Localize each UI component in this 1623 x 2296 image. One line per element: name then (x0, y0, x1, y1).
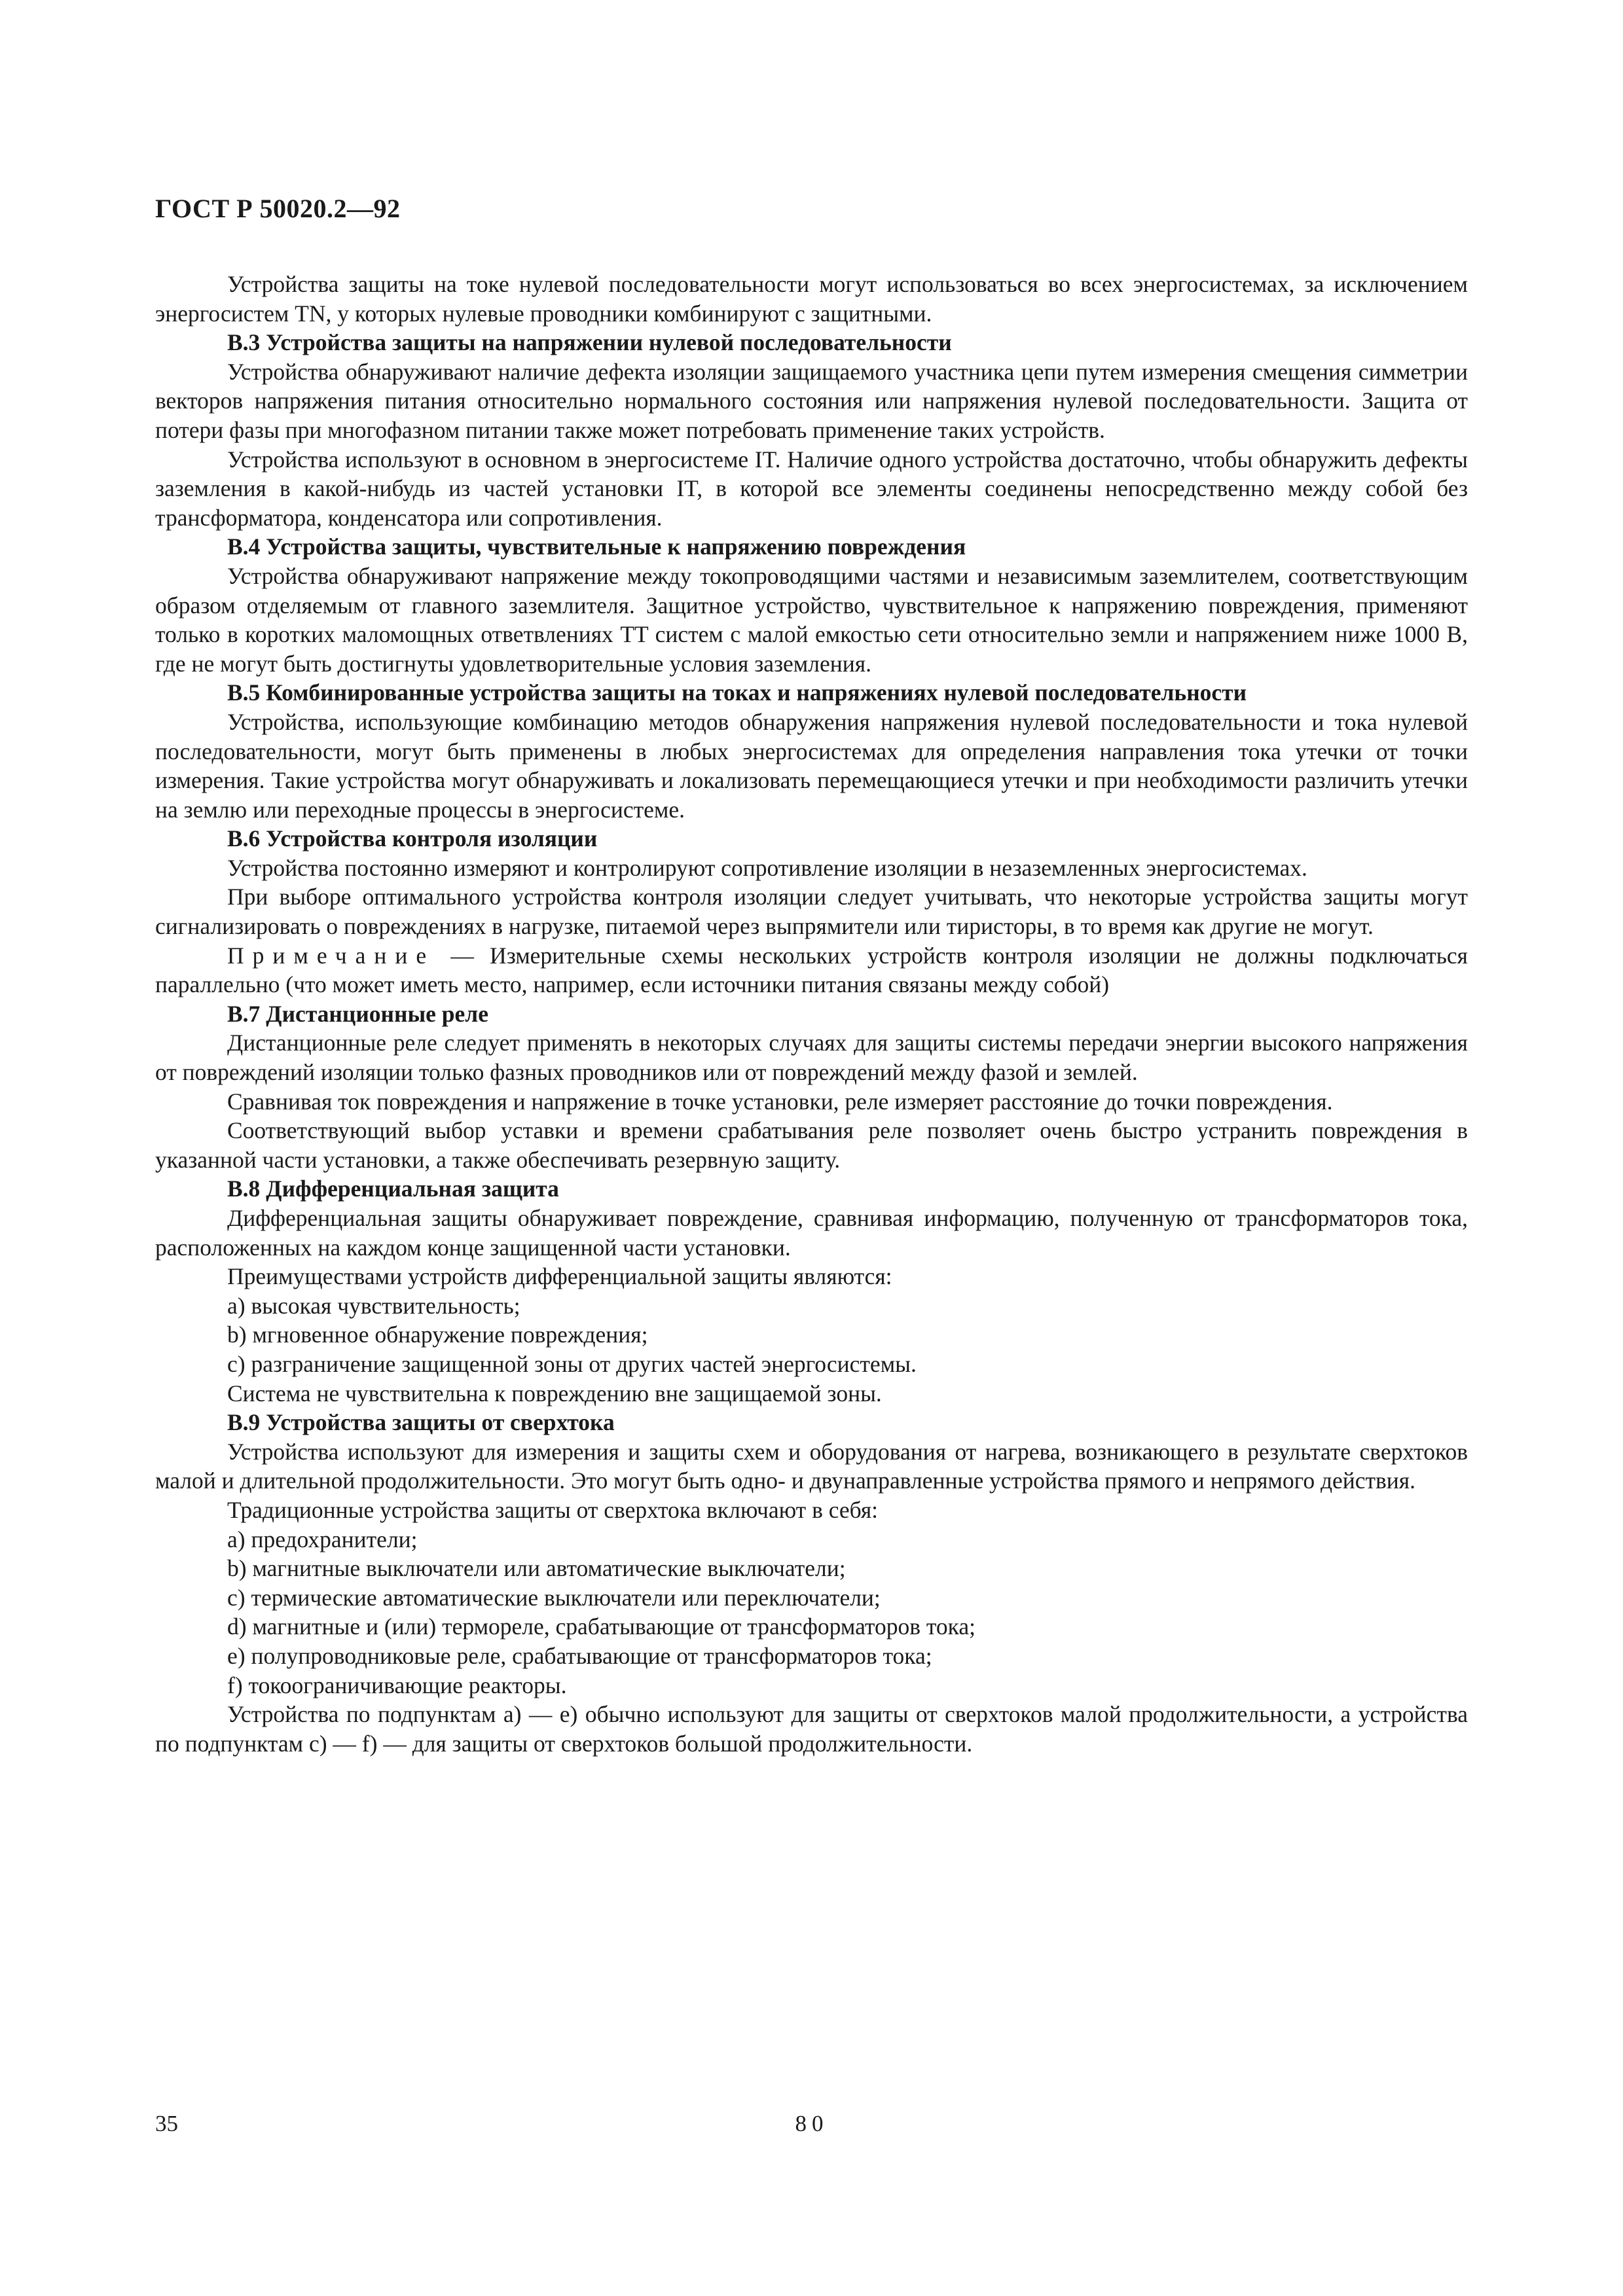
paragraph: Устройства по подпунктам а) — е) обычно используют для защиты от сверхтоков малой продолжительности, а устройства по подпунктам с) — f) — для защиты от сверхтоков большой продолжительности. (155, 1701, 1468, 1757)
paragraph: Система не чувствительна к повреждению вне защищаемой зоны. (227, 1380, 882, 1407)
section-heading-b9: В.9 Устройства защиты от сверхтока (227, 1409, 615, 1436)
paragraph: Устройства, использующие комбинацию методов обнаружения напряжения нулевой последовательности и тока нулевой последовательности, могут быть применены в любых энергосистемах для определения направления тока утечки от точки измерения. Такие устройства могут обнаруживать и локализовать перемещающиеся утечки и при необходимости различить утечки на землю или переходные процессы в энергосистеме. (155, 708, 1468, 823)
paragraph: Устройства используют в основном в энергосистеме IT. Наличие одного устройства достаточно, чтобы обнаружить дефекты заземления в какой-нибудь из частей установки IT, в которой все элементы соединены непосредственно между собой без трансформатора, конденсатора или сопротивления. (155, 446, 1468, 531)
list-item: b) магнитные выключатели или автоматические выключатели; (227, 1555, 846, 1582)
paragraph: Устройства постоянно измеряют и контролируют сопротивление изоляции в незаземленных энергосистемах. (227, 854, 1307, 881)
section-heading-b8: В.8 Дифференциальная защита (227, 1175, 559, 1202)
list-item: f) токоограничивающие реакторы. (227, 1672, 567, 1698)
paragraph: Устройства обнаруживают напряжение между токопроводящими частями и независимым заземлителем, соответствующим образом отделяемым от главного заземлителя. Защитное устройство, чувствительное к напряжению повреждения, применяют только в коротких маломощных ответвлениях TT систем с малой емкостью сети относительно земли и напряжением ниже 1000 В, где не могут быть достигнуты удовлетворительные условия заземления. (155, 562, 1468, 677)
paragraph: Устройства защиты на токе нулевой последовательности могут использоваться во всех энергосистемах, за исключением энергосистем TN, у которых нулевые проводники комбинируют с защитными. (155, 271, 1468, 327)
note-paragraph (155, 941, 1468, 999)
note-label: Примечание (227, 942, 435, 969)
paragraph: Соответствующий выбор уставки и времени срабатывания реле позволяет очень быстро устранить повреждения в указанной части установки, а также обеспечивать резервную защиту. (155, 1117, 1468, 1173)
document-body (155, 270, 1468, 1758)
paragraph: Преимуществами устройств дифференциальной защиты являются: (227, 1263, 892, 1290)
list-item: а) предохранители; (227, 1526, 418, 1552)
list-item: с) термические автоматические выключатели или переключатели; (227, 1584, 881, 1611)
document-header: ГОСТ Р 50020.2—92 (155, 194, 401, 223)
section-heading-b4: В.4 Устройства защиты, чувствительные к напряжению повреждения (227, 533, 966, 560)
list-item: d) магнитные и (или) термореле, срабатывающие от трансформаторов тока; (227, 1613, 976, 1640)
paragraph: Дистанционные реле следует применять в некоторых случаях для защиты системы передачи энергии высокого напряжения от повреждений изоляции только фазных проводников или от повреждений между фазой и землей. (155, 1030, 1468, 1086)
list-item: b) мгновенное обнаружение повреждения; (227, 1321, 648, 1348)
paragraph: Традиционные устройства защиты от сверхтока включают в себя: (227, 1496, 879, 1523)
section-heading-b3: В.3 Устройства защиты на напряжении нулевой последовательности (227, 329, 952, 356)
paragraph: Дифференциальная защиты обнаруживает повреждение, сравнивая информацию, полученную от трансформаторов тока, расположенных на каждом конце защищенной части установки. (155, 1205, 1468, 1261)
note-text: — Измерительные схемы нескольких устройств контроля изоляции не должны подключаться параллельно (что может иметь место, например, если источники питания связаны между собой) (155, 942, 1468, 998)
section-heading-b5: В.5 Комбинированные устройства защиты на токах и напряжениях нулевой последовательности (227, 679, 1247, 706)
section-heading-b7: В.7 Дистанционные реле (227, 1000, 488, 1027)
footer-page-number-left: 35 (155, 2111, 178, 2136)
paragraph: Устройства используют для измерения и защиты схем и оборудования от нагрева, возникающего в результате сверхтоков малой и длительной продолжительности. Это могут быть одно- и двунаправленные устройства прямого и непрямого действия. (155, 1438, 1468, 1494)
list-item: а) высокая чувствительность; (227, 1292, 520, 1319)
section-heading-b6: В.6 Устройства контроля изоляции (227, 825, 598, 852)
list-item: е) полупроводниковые реле, срабатывающие от трансформаторов тока; (227, 1642, 932, 1669)
paragraph: При выборе оптимального устройства контроля изоляции следует учитывать, что некоторые устройства защиты могут сигнализировать о повреждениях в нагрузке, питаемой через выпрямители или тиристоры, в то время как другие не могут. (155, 884, 1468, 940)
paragraph: Сравнивая ток повреждения и напряжение в точке установки, реле измеряет расстояние до точки повреждения. (227, 1088, 1333, 1115)
list-item: с) разграничение защищенной зоны от других частей энергосистемы. (227, 1350, 917, 1377)
footer-page-number-center: 80 (795, 2111, 829, 2136)
paragraph: Устройства обнаруживают наличие дефекта изоляции защищаемого участника цепи путем измерения смещения симметрии векторов напряжения питания относительно нормального состояния или напряжения нулевой последовательности. Защита от потери фазы при многофазном питании также может потребовать применение таких устройств. (155, 358, 1468, 443)
